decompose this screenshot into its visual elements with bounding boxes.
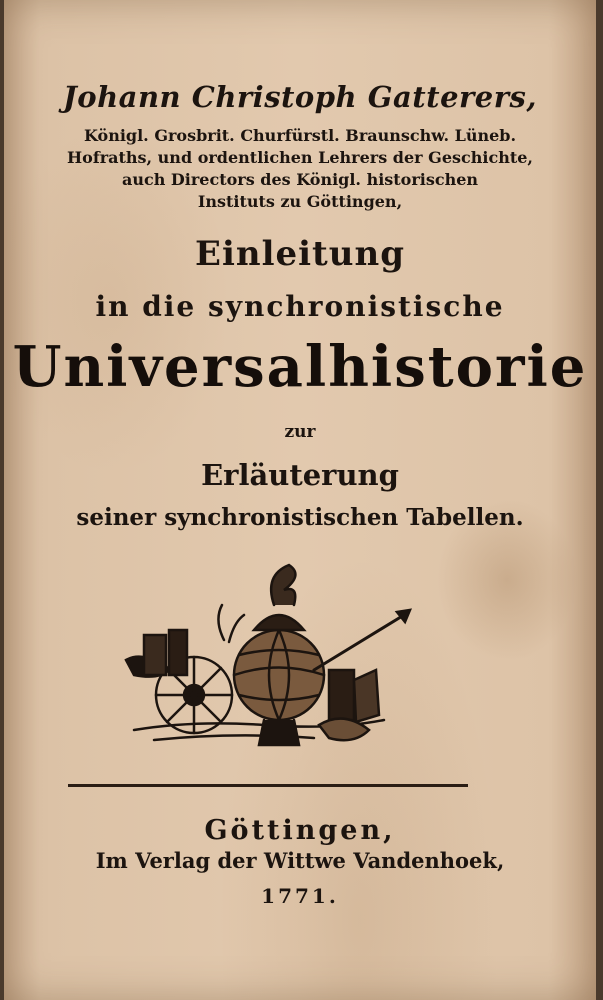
subtitle-line-2: Erläuterung [201,458,399,492]
title-page [4,0,596,1000]
author-credential-line-1: Königl. Grosbrit. Churfürstl. Braunschw. Lüneb. [83,126,517,145]
subtitle-line-3: seiner synchronistischen Tabellen. [76,504,524,531]
author-credential-line-3: auch Directors des Königl. historischen [121,170,479,189]
subtitle-line-1: zur [284,422,316,442]
globe-and-books-vignette-icon [114,560,414,760]
imprint-city: Göttingen, [204,815,396,846]
author-credential-line-4: Instituts zu Göttingen, [197,192,403,211]
book-title-line-1: Einleitung [195,234,405,274]
imprint-year: 1771. [261,884,339,908]
author-name: Johann Christoph Gatterers, [63,80,537,114]
imprint-publisher: Im Verlag der Wittwe Vandenhoek, [95,848,505,873]
book-title-line-2: in die synchronistische [95,290,505,323]
horizontal-rule [68,784,468,787]
author-credential-line-2: Hofraths, und ordentlichen Lehrers der Geschichte, [67,148,533,167]
book-title-line-3: Universalhistorie [12,334,588,400]
